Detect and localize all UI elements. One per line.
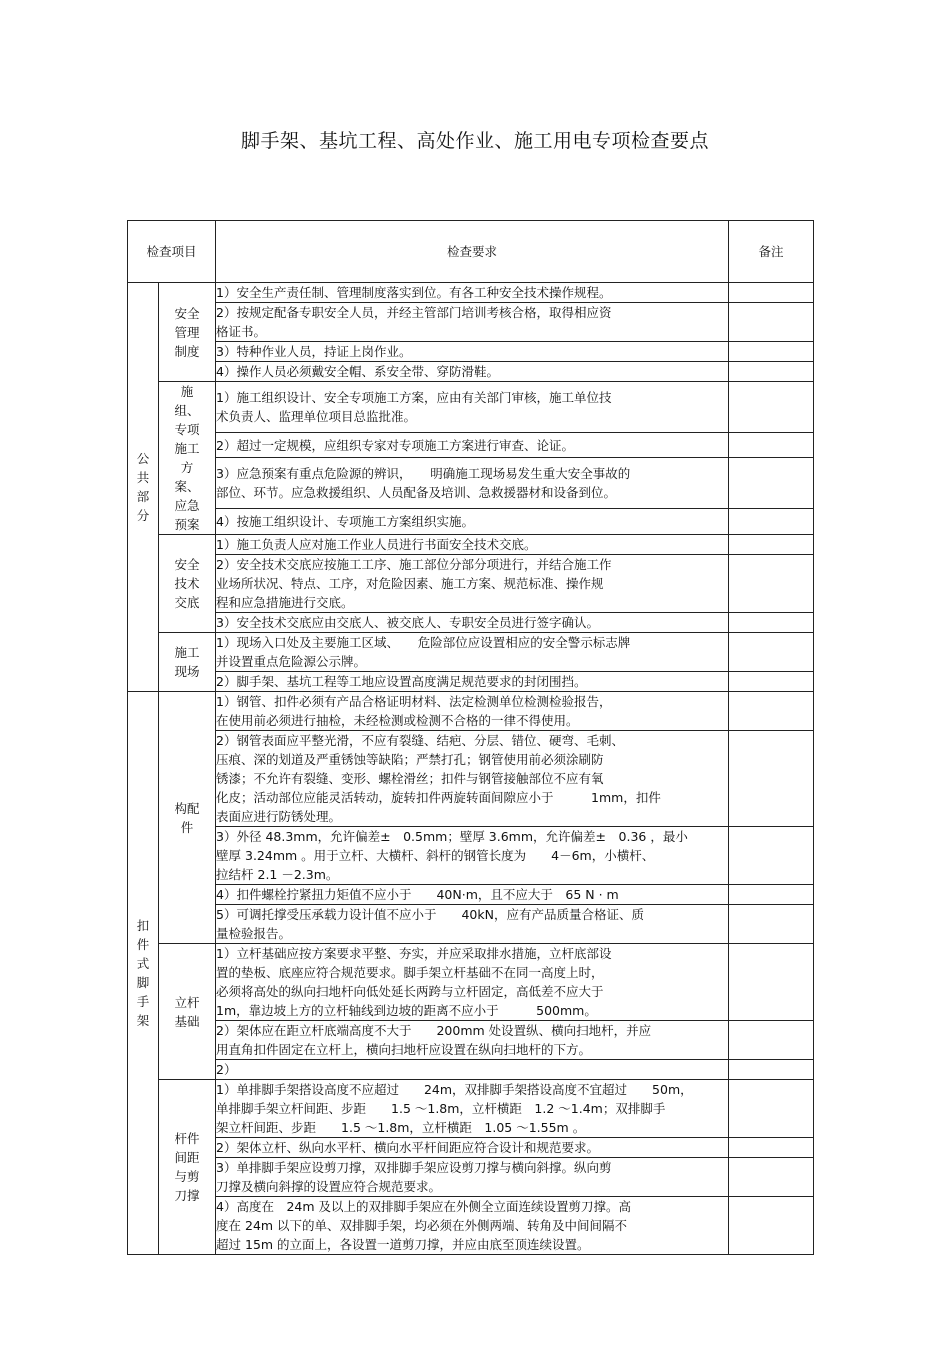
note-cell [729,382,814,433]
requirement-cell [216,1060,729,1080]
group-name: 安全技术交底 [174,557,200,610]
requirement-text-line: 用直角扣件固定在立杆上，横向扫地杆应设置在纵向扫地杆的下方。 [216,1042,592,1057]
requirement-text-line: 1）单排脚手架搭设高度不应超过 24m，双排脚手架搭设高度不宜超过 50m， [216,1082,693,1097]
requirement-text-line: 3）应急预案有重点危险源的辨识， 明确施工现场易发生重大安全事故的 [216,466,631,482]
note-cell [729,509,814,535]
requirement-text-line: 2）架体立杆、纵向水平杆、横向水平杆间距应符合设计和规范要求。 [216,1140,599,1155]
group-name: 安全管理制度 [174,305,200,359]
requirement-cell [216,1138,729,1158]
note-cell [729,1138,814,1158]
requirement-text-line: 1）钢管、扣件必须有产品合格证明材料、法定检测单位检测检验报告， [216,694,612,709]
requirement-text-line: 3）外径 48.3mm，允许偏差± 0.5mm；壁厚 3.6mm，允许偏差± 0.36 ，最小 [216,829,688,844]
requirement-cell [216,672,729,692]
note-cell [729,303,814,342]
note-cell [729,672,814,692]
requirement-text-line: 2）安全技术交底应按施工工序、施工部位分部分项进行，并结合施工作 [216,557,612,572]
table-row [128,613,814,633]
requirement-text-line: 2）按规定配备专职安全人员，并经主管部门培训考核合格，取得相应资 [216,305,612,320]
requirement-cell [216,432,729,458]
group-name: 构配件 [174,800,200,835]
table-row [128,303,814,342]
requirement-text-line: 业场所状况、特点、工序，对危险因素、施工方案、规范标准、操作规 [216,576,604,591]
table-row [128,283,814,303]
requirement-text-line: 度在 24m 以下的单、双排脚手架，均必须在外侧两端、转角及中间间隔不 [216,1218,628,1233]
table-row [128,1060,814,1080]
requirement-cell [216,905,729,944]
note-cell [729,1060,814,1080]
requirement-text-line: 1）安全生产责任制、管理制度落实到位。有各工种安全技术操作规程。 [216,285,612,300]
table-row [128,432,814,458]
requirement-cell [216,362,729,382]
group-name: 立杆基础 [174,994,200,1029]
table-row [128,905,814,944]
table-row [128,1021,814,1060]
requirement-text-line: 锈漆；不允许有裂缝、变形、螺栓滑丝；扣件与钢管接触部位不应有氧 [216,771,604,786]
requirement-text-line: 壁厚 3.24mm 。用于立杆、大横杆、斜杆的钢管长度为 4－6m，小横杆、 [216,848,655,863]
requirement-text-line: 部位、环节。应急救援组织、人员配备及培训、急救援器材和设备到位。 [216,485,617,501]
note-cell [729,885,814,905]
requirement-cell [216,555,729,613]
requirement-text-line: 程和应急措施进行交底。 [216,595,354,610]
header-row [128,221,814,283]
requirement-text-line: 表面应进行防锈处理。 [216,809,342,824]
requirement-cell [216,633,729,672]
requirement-text-line: 2） [216,1062,237,1077]
requirement-cell [216,1021,729,1060]
table-row [128,692,814,731]
group-label [159,633,216,692]
note-cell [729,613,814,633]
requirement-text-line: 4）按施工组织设计、专项施工方案组织实施。 [216,514,474,530]
requirement-text-line: 1）现场入口处及主要施工区域、 危险部位应设置相应的安全警示标志牌 [216,635,631,650]
section-name: 公共部分 [136,451,150,523]
group-label [159,692,216,944]
requirement-text-line: 3）特种作业人员，持证上岗作业。 [216,344,412,359]
requirement-cell [216,944,729,1021]
table-row [128,382,814,433]
requirement-cell [216,283,729,303]
note-cell [729,362,814,382]
requirement-cell [216,731,729,827]
note-cell [729,731,814,827]
table-row [128,342,814,362]
requirement-cell [216,885,729,905]
requirement-text-line: 压痕、深的划道及严重锈蚀等缺陷；严禁打孔；钢管使用前必须涂刷防 [216,752,604,767]
document-title: 脚手架、基坑工程、高处作业、施工用电专项检查要点 [240,130,709,152]
group-name: 施组、专项施工方案、应急预案 [174,384,200,532]
inspection-table [127,220,814,1255]
requirement-cell [216,1080,729,1138]
requirement-text-line: 置的垫板、底座应符合规范要求。脚手架立杆基础不在同一高度上时， [216,965,604,980]
note-cell [729,1080,814,1138]
header-note: 备注 [729,221,814,283]
requirement-text-line: 4）扣件螺栓拧紧扭力矩值不应小于 40N·m，且不应大于 65 N · m [216,887,619,902]
note-cell [729,458,814,509]
group-label [159,283,216,382]
requirement-cell [216,458,729,509]
requirement-text-line: 1m，靠边坡上方的立杆轴线到边坡的距离不应小于 500mm。 [216,1003,597,1018]
requirement-text-line: 2）钢管表面应平整光滑，不应有裂缝、结疤、分层、错位、硬弯、毛刺、 [216,733,624,748]
note-cell [729,1021,814,1060]
table-row [128,731,814,827]
group-label [159,382,216,535]
requirement-text-line: 量检验报告。 [216,926,292,941]
requirement-text-line: 1）施工组织设计、安全专项施工方案，应由有关部门审核，施工单位技 [216,389,612,405]
note-cell [729,827,814,885]
requirement-cell [216,1197,729,1255]
group-name: 杆件间距与剪刀撑 [174,1131,200,1203]
section-label [128,283,159,692]
requirement-cell [216,1158,729,1197]
requirement-text-line: 4）高度在 24m 及以上的双排脚手架应在外侧全立面连续设置剪刀撑。高 [216,1199,632,1214]
note-cell [729,432,814,458]
section-label [128,692,159,1255]
requirement-text-line: 3）安全技术交底应由交底人、被交底人、专职安全员进行签字确认。 [216,615,599,630]
requirement-text-line: 在使用前必须进行抽检，未经检测或检测不合格的一律不得使用。 [216,713,579,728]
group-label [159,535,216,633]
requirement-text-line: 2）脚手架、基坑工程等工地应设置高度满足规范要求的封闭围挡。 [216,674,587,689]
requirement-cell [216,303,729,342]
requirement-cell [216,692,729,731]
table-row [128,944,814,1021]
table-row [128,1080,814,1138]
requirement-text-line: 拉结杆 2.1 －2.3m。 [216,867,339,882]
requirement-text-line: 必须将高处的纵向扫地杆向低处延长两跨与立杆固定，高低差不应大于 [216,984,604,999]
note-cell [729,342,814,362]
requirement-cell [216,535,729,555]
note-cell [729,555,814,613]
requirement-cell [216,382,729,433]
group-name: 施工现场 [174,645,200,679]
note-cell [729,1197,814,1255]
table-row [128,535,814,555]
table-row [128,672,814,692]
table-row [128,885,814,905]
requirement-text-line: 2）超过一定规模，应组织专家对专项施工方案进行审查、论证。 [216,437,574,453]
header-requirement: 检查要求 [216,221,729,283]
table-row [128,1158,814,1197]
note-cell [729,1158,814,1197]
requirement-cell [216,509,729,535]
requirement-text-line: 并设置重点危险源公示牌。 [216,654,367,669]
requirement-text-line: 1）立杆基础应按方案要求平整、夯实，并应采取排水措施，立杆底部设 [216,946,612,961]
group-label [159,1080,216,1255]
table-row [128,1138,814,1158]
section-name: 扣件式脚手架 [136,918,150,1028]
table-row [128,362,814,382]
note-cell [729,633,814,672]
table-row [128,633,814,672]
note-cell [729,944,814,1021]
note-cell [729,535,814,555]
requirement-cell [216,342,729,362]
requirement-text-line: 2）架体应在距立杆底端高度不大于 200mm 处设置纵、横向扫地杆，并应 [216,1023,652,1038]
requirement-text-line: 格证书。 [216,324,267,339]
requirement-text-line: 刀撑及横向斜撑的设置应符合规范要求。 [216,1179,442,1194]
table-row [128,555,814,613]
requirement-cell [216,613,729,633]
requirement-text-line: 4）操作人员必须戴安全帽、系安全带、穿防滑鞋。 [216,364,499,379]
requirement-text-line: 化皮；活动部位应能灵活转动，旋转扣件两旋转面间隙应小于 1mm，扣件 [216,790,661,805]
table-row [128,458,814,509]
requirement-cell [216,827,729,885]
requirement-text-line: 架立杆间距、步距 1.5 ～1.8m，立杆横距 1.05 ～1.55m 。 [216,1120,586,1135]
table-row [128,827,814,885]
header-item: 检查项目 [128,221,216,283]
table-row [128,509,814,535]
note-cell [729,692,814,731]
requirement-text-line: 3）单排脚手架应设剪刀撑，双排脚手架应设剪刀撑与横向斜撑。纵向剪 [216,1160,612,1175]
group-label [159,944,216,1080]
requirement-text-line: 5）可调托撑受压承载力设计值不应小于 40kN，应有产品质量合格证、质 [216,907,644,922]
requirement-text-line: 单排脚手架立杆间距、步距 1.5 ～1.8m，立杆横距 1.2 ～1.4m；双排脚手 [216,1101,666,1116]
table-row [128,1197,814,1255]
requirement-text-line: 1）施工负责人应对施工作业人员进行书面安全技术交底。 [216,537,537,552]
note-cell [729,905,814,944]
requirement-text-line: 术负责人、监理单位项目总监批准。 [216,408,417,424]
note-cell [729,283,814,303]
requirement-text-line: 超过 15m 的立面上，各设置一道剪刀撑，并应由底至顶连续设置。 [216,1237,590,1252]
